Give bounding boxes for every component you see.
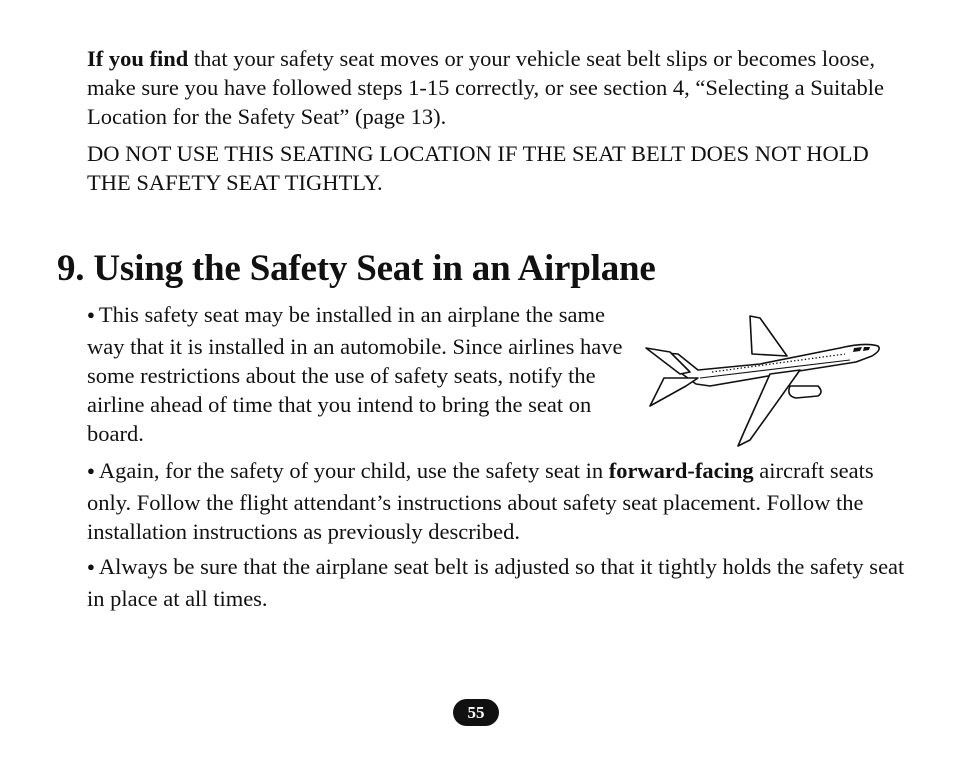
bullet-item-3 bbox=[87, 552, 907, 613]
airplane-tail-stabilizer bbox=[650, 378, 698, 406]
bullet-2-text-post: aircraft seats only. Follow the flight attendant’s instructions about safety seat placement. Follow the installation instructions as previously described. bbox=[87, 458, 874, 544]
warning-paragraph: DO NOT USE THIS SEATING LOCATION IF THE SEAT BELT DOES NOT HOLD THE SAFETY SEAT TIGHTLY. bbox=[87, 141, 869, 195]
intro-lead-bold: If you find bbox=[87, 46, 189, 71]
airplane-near-wing bbox=[738, 370, 800, 446]
intro-lead-text: that your safety seat moves or your vehicle seat belt slips or becomes loose, make sure you have followed steps 1-15 correctly, or see section 4, “Selecting a Suitable Location for the Safety Seat” (page 13). bbox=[87, 46, 885, 129]
airplane-icon bbox=[640, 312, 885, 452]
bullet-2-bold: forward-facing bbox=[608, 458, 754, 483]
bullet-icon: ● bbox=[87, 559, 95, 574]
bullet-icon: ● bbox=[87, 463, 95, 478]
bullet-item-2 bbox=[87, 456, 917, 546]
bullet-1-text: This safety seat may be installed in an airplane the same way that it is installed in an automobile. Since airlines have some restrictions about the use of safety seats, notify the airline ahead of time that you intend to bring the seat on board. bbox=[87, 302, 623, 446]
page-number: 55 bbox=[453, 699, 499, 726]
section-title: 9. Using the Safety Seat in an Airplane bbox=[57, 248, 656, 289]
bullet-icon: ● bbox=[87, 307, 95, 322]
bullet-item-1 bbox=[87, 300, 647, 448]
bullet-3-text: Always be sure that the airplane seat belt is adjusted so that it tightly holds the safety seat in place at all times. bbox=[87, 554, 905, 611]
bullet-2-text-pre: Again, for the safety of your child, use the safety seat in bbox=[98, 458, 609, 483]
airplane-far-wing bbox=[750, 316, 787, 356]
airplane-engine bbox=[789, 386, 821, 398]
intro-paragraph bbox=[87, 44, 887, 131]
